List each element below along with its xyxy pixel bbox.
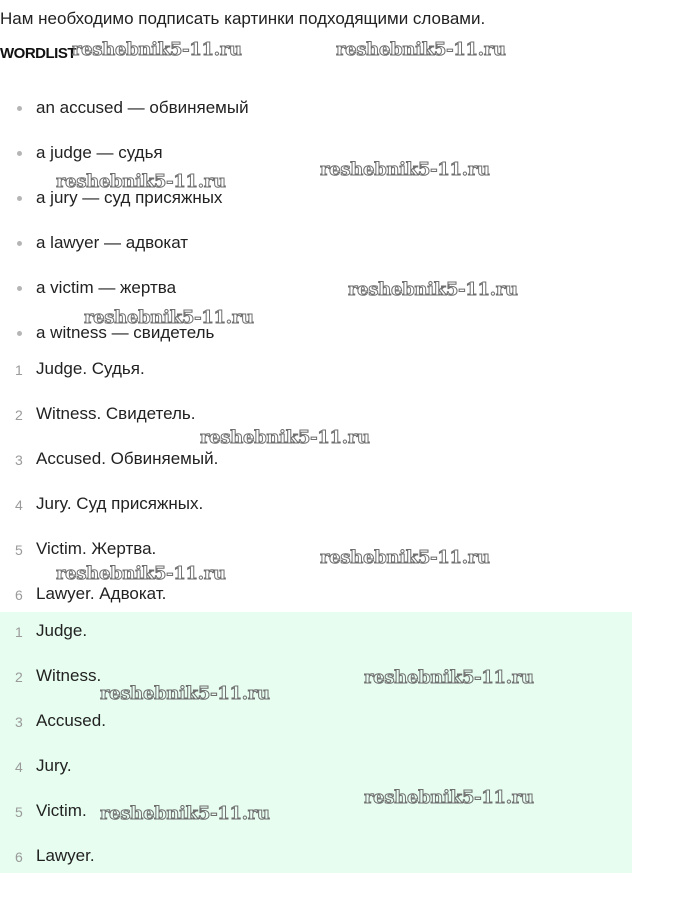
- list-item-number: 6: [15, 587, 23, 603]
- list-item-text: Lawyer. Адвокат.: [36, 584, 167, 603]
- list-item-text: Jury. Суд присяжных.: [36, 494, 204, 513]
- answer-item-number: 6: [15, 849, 23, 865]
- list-item-text: Accused. Обвиняемый.: [36, 449, 219, 468]
- list-item: [0, 358, 632, 403]
- wordlist-item: [0, 232, 640, 277]
- answer-item: [0, 800, 632, 845]
- list-item-number: 5: [15, 542, 23, 558]
- answer-item-text: Judge.: [36, 621, 88, 640]
- watermark: reshebnik5-11.ru: [56, 171, 226, 192]
- wordlist-title: WORDLIST: [0, 45, 76, 62]
- numbered-list: [0, 358, 632, 628]
- watermark: reshebnik5-11.ru: [336, 39, 506, 60]
- answer-item-number: 5: [15, 804, 23, 820]
- wordlist-item-text: a jury — суд присяжных: [36, 188, 223, 207]
- intro-text: Нам необходимо подписать картинки подходящими словами.: [0, 9, 486, 28]
- answer-item-number: 1: [15, 624, 23, 640]
- wordlist-item: [0, 97, 640, 142]
- answer-item-number: 2: [15, 669, 23, 685]
- watermark: reshebnik5-11.ru: [348, 279, 518, 300]
- answer-block: [0, 612, 632, 873]
- wordlist-item-text: a lawyer — адвокат: [36, 233, 189, 252]
- wordlist: [0, 97, 640, 367]
- watermark: reshebnik5-11.ru: [72, 39, 242, 60]
- bullet-dot-icon: [17, 331, 22, 336]
- answer-item-number: 4: [15, 759, 23, 775]
- bullet-dot-icon: [17, 241, 22, 246]
- answer-item: [0, 845, 632, 890]
- list-item-text: Witness. Свидетель.: [36, 404, 196, 423]
- answer-list: [0, 620, 632, 890]
- answer-item-text: Victim.: [36, 801, 87, 820]
- list-item: [0, 448, 632, 493]
- answer-item-text: Witness.: [36, 666, 102, 685]
- list-item: [0, 493, 632, 538]
- bullet-dot-icon: [17, 196, 22, 201]
- list-item-number: 3: [15, 452, 23, 468]
- wordlist-item-text: a judge — судья: [36, 143, 163, 162]
- watermark: reshebnik5-11.ru: [200, 427, 370, 448]
- list-item: [0, 403, 632, 448]
- wordlist-item-text: a victim — жертва: [36, 278, 177, 297]
- answer-item: [0, 710, 632, 755]
- answer-item-text: Lawyer.: [36, 846, 95, 865]
- wordlist-item-text: an accused — обвиняемый: [36, 98, 249, 117]
- answer-item-text: Accused.: [36, 711, 106, 730]
- watermark: reshebnik5-11.ru: [320, 159, 490, 180]
- list-item-number: 1: [15, 362, 23, 378]
- wordlist-item: [0, 187, 640, 232]
- wordlist-item: [0, 277, 640, 322]
- list-item-number: 2: [15, 407, 23, 423]
- watermark: reshebnik5-11.ru: [56, 563, 226, 584]
- answer-item: [0, 665, 632, 710]
- bullet-dot-icon: [17, 151, 22, 156]
- answer-item: [0, 755, 632, 800]
- answer-item-number: 3: [15, 714, 23, 730]
- list-item-number: 4: [15, 497, 23, 513]
- list-item-text: Judge. Судья.: [36, 359, 145, 378]
- watermark: reshebnik5-11.ru: [84, 307, 254, 328]
- list-item: [0, 538, 632, 583]
- bullet-dot-icon: [17, 106, 22, 111]
- wordlist-item-text: a witness — свидетель: [36, 323, 215, 342]
- watermark: reshebnik5-11.ru: [320, 547, 490, 568]
- wordlist-item: [0, 142, 640, 187]
- answer-item: [0, 620, 632, 665]
- answer-item-text: Jury.: [36, 756, 72, 775]
- bullet-dot-icon: [17, 286, 22, 291]
- list-item-text: Victim. Жертва.: [36, 539, 157, 558]
